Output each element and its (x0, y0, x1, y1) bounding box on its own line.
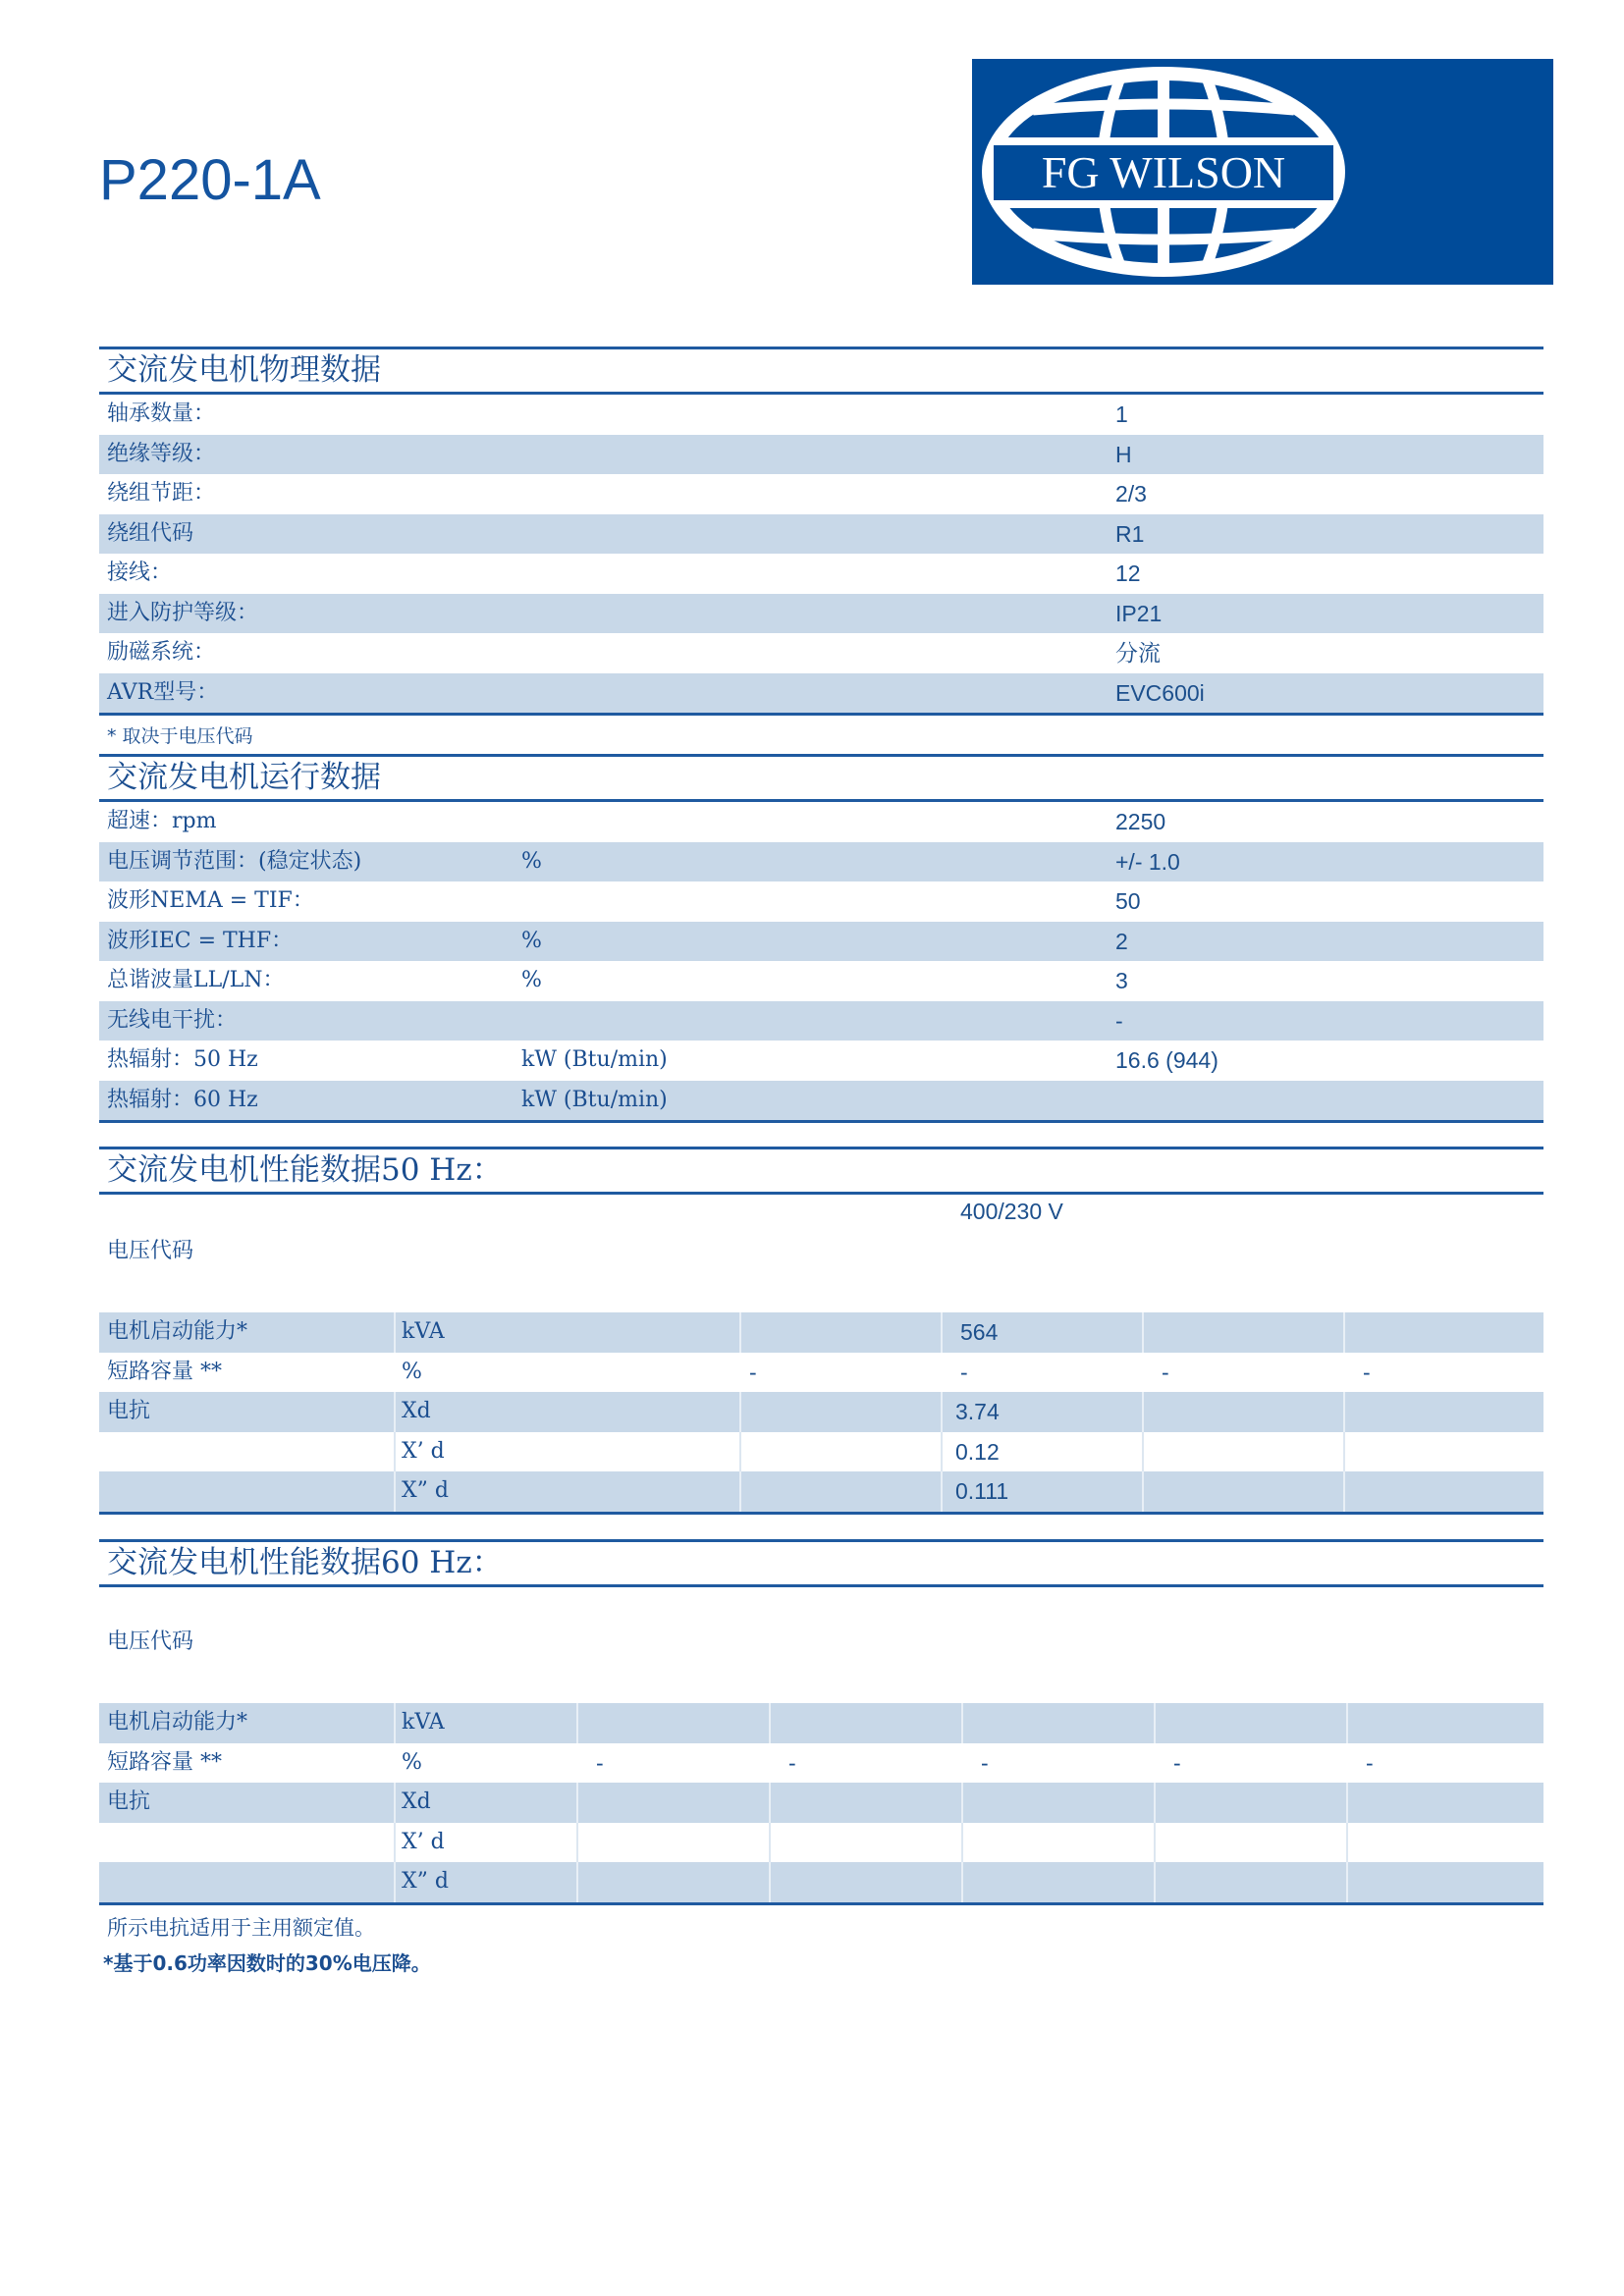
table-row: 轴承数量： 1 (107, 401, 1128, 427)
fg-wilson-logo (972, 59, 1553, 285)
table-row: 电抗 Xd 3.74 (99, 1392, 1543, 1432)
performance-50hz-heading: 交流发电机性能数据50 Hz： (99, 1147, 1543, 1195)
physical-data-heading: 交流发电机物理数据 (99, 347, 1543, 395)
voltage-code-note: * 取决于电压代码 (107, 725, 253, 747)
operating-data-heading: 交流发电机运行数据 (99, 754, 1543, 802)
voltage-code-label: 电压代码 (107, 1629, 194, 1654)
table-row: 短路容量 ** % - - - - - (107, 1749, 1374, 1776)
table-row: X’ d 0.12 (99, 1432, 1543, 1472)
page-title: P220-1A (99, 148, 321, 212)
table-row: 励磁系统： 分流 (107, 640, 1161, 666)
table-row: 热辐射：60 Hz kW (Btu/min) (99, 1081, 1543, 1121)
table-row: 进入防护等级： IP21 (99, 594, 1543, 634)
performance-50hz-section (99, 1147, 1543, 1515)
table-row: 绕组代码 R1 (99, 514, 1543, 555)
voltage-dip-note: *基于0.6功率因数时的30%电压降。 (103, 1950, 431, 1975)
voltage-code-label: 电压代码 (107, 1239, 194, 1263)
table-row: X” d (99, 1862, 1543, 1902)
table-row: 电抗 Xd (99, 1783, 1543, 1823)
table-row: 绕组节距： 2/3 (107, 481, 1147, 507)
performance-50hz-table (99, 1312, 1543, 1515)
table-row: 绝缘等级： H (99, 435, 1543, 475)
table-row: AVR型号： EVC600i (99, 673, 1543, 714)
table-row: 波形IEC = THF： % 2 (99, 922, 1543, 962)
performance-60hz-table (99, 1703, 1543, 1905)
physical-data-section (99, 347, 1543, 757)
logo-text: FG WILSON (1041, 147, 1286, 197)
performance-60hz-section (99, 1539, 1543, 1980)
table-row: 波形NEMA = TIF： 50 (107, 888, 1141, 914)
table-row: 电机启动能力* kVA 564 (99, 1312, 1543, 1353)
table-row: 无线电干扰： - (99, 1001, 1543, 1041)
table-row: 短路容量 ** % - - - - (107, 1359, 1371, 1385)
operating-data-section (99, 754, 1543, 1123)
operating-data-table (99, 802, 1543, 1123)
table-row: X” d 0.111 (99, 1471, 1543, 1512)
table-row: 热辐射：50 Hz kW (Btu/min) 16.6 (944) (107, 1047, 1218, 1073)
table-row: 电机启动能力* kVA (99, 1703, 1543, 1743)
table-row: 电压调节范围：(稳定状态) % +/- 1.0 (99, 842, 1543, 882)
voltage-header: 400/230 V (960, 1199, 1063, 1224)
table-row: 接线： 12 (107, 561, 1141, 586)
table-row: X’ d (99, 1823, 1543, 1863)
reactance-note: 所示电抗适用于主用额定值。 (107, 1915, 375, 1940)
table-row: 超速：rpm 2250 (107, 809, 1166, 834)
performance-60hz-heading: 交流发电机性能数据60 Hz： (99, 1539, 1543, 1587)
table-row: 总谐波量LL/LN： % 3 (107, 968, 1128, 993)
physical-data-table (99, 395, 1543, 716)
